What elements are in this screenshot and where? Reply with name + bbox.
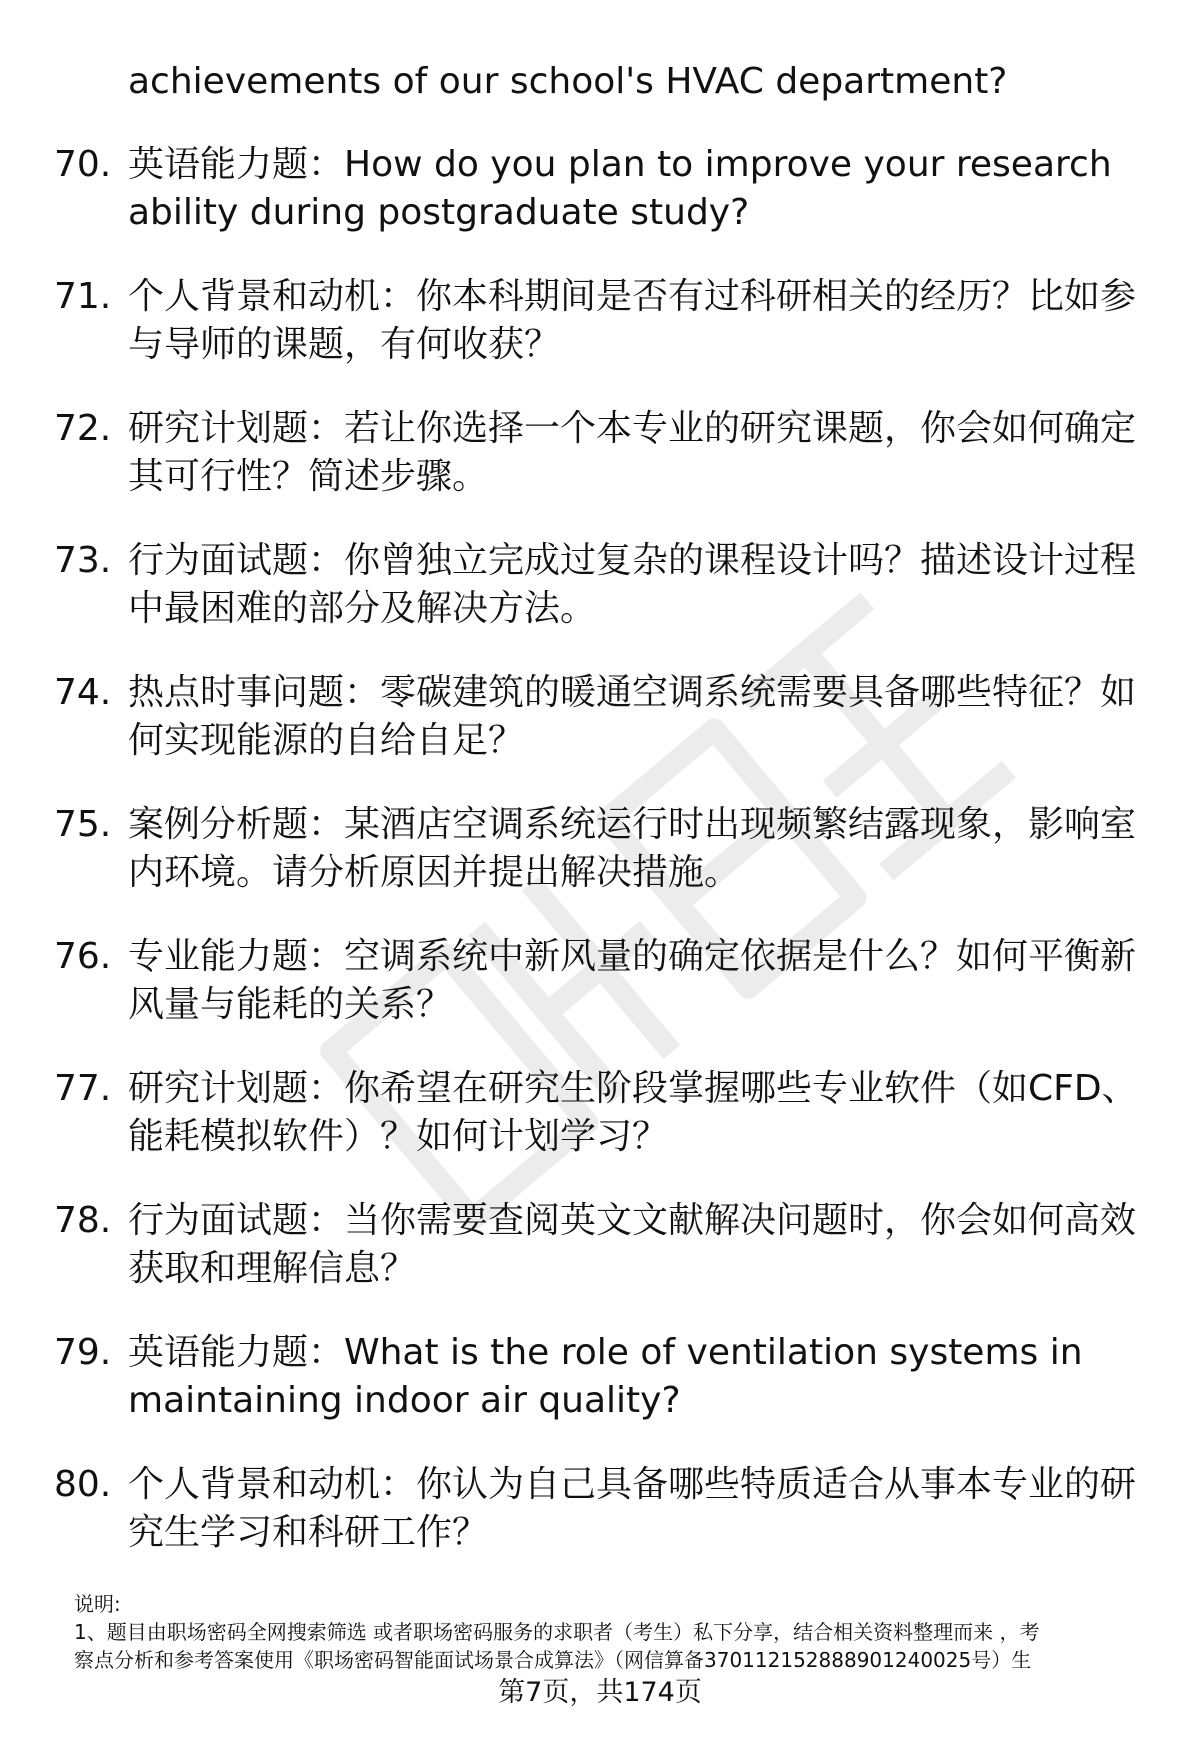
question-number: 76. (54, 936, 112, 977)
question-text: 英语能力题：What is the role of ventilation systems in maintaining indoor air quality? (128, 1332, 1083, 1421)
question-text: 行为面试题：当你需要查阅英文文献解决问题时，你会如何高效 获取和理解信息？ (128, 1200, 1137, 1289)
question-text: 案例分析题：某酒店空调系统运行时出现频繁结露现象，影响室 内环境。请分析原因并提出解决措施。 (128, 804, 1137, 893)
page-number: 第7页，共174页 (498, 1677, 702, 1708)
question-list (0, 141, 1200, 1593)
question-number: 79. (54, 1332, 112, 1373)
question-number: 74. (54, 672, 112, 713)
question-item (0, 273, 1200, 405)
question-number: 70. (54, 144, 112, 185)
question-item (0, 537, 1200, 669)
question-text: 行为面试题：你曾独立完成过复杂的课程设计吗？描述设计过程 中最困难的部分及解决方法。 (128, 540, 1137, 629)
question-number: 80. (54, 1464, 112, 1505)
question-text: 专业能力题：空调系统中新风量的确定依据是什么？如何平衡新 风量与能耗的关系？ (128, 936, 1137, 1025)
question-number: 73. (54, 540, 112, 581)
question-number: 75. (54, 804, 112, 845)
question-text: 研究计划题：你希望在研究生阶段掌握哪些专业软件（如CFD、 能耗模拟软件）？如何计划学习？ (128, 1068, 1138, 1157)
question-item (0, 405, 1200, 537)
question-text: 热点时事问题：零碳建筑的暖通空调系统需要具备哪些特征？如 何实现能源的自给自足？ (128, 672, 1137, 761)
question-item (0, 1329, 1200, 1461)
notes-heading: 说明: (74, 1592, 121, 1616)
question-item (0, 1065, 1200, 1197)
question-item (0, 669, 1200, 801)
notes-section (74, 1590, 1164, 1674)
question-number: 71. (54, 276, 112, 317)
question-item (0, 1197, 1200, 1329)
question-item (0, 141, 1200, 273)
question-text: 研究计划题：若让你选择一个本专业的研究课题，你会如何确定 其可行性？简述步骤。 (128, 408, 1137, 497)
question-number: 78. (54, 1200, 112, 1241)
question-text: 个人背景和动机：你认为自己具备哪些特质适合从事本专业的研 究生学习和科研工作？ (128, 1464, 1137, 1553)
notes-line: 察点分析和参考答案使用《职场密码智能面试场景合成算法》（网信算备37011215288890124​0025号）生 (74, 1648, 1032, 1672)
notes-line: 1、题目由职场密码全网搜索筛选 或者职场密码服务的求职者（考生）私下分享，结合相关资料整理而来 ，考 (74, 1620, 1040, 1644)
question-text: 个人背景和动机：你本科期间是否有过科研相关的经历？比如参 与导师的课题，有何收获？ (128, 276, 1137, 365)
question-item (0, 801, 1200, 933)
question-item (0, 933, 1200, 1065)
continued-question-text: achievements of our school's HVAC department? (128, 61, 1008, 102)
question-text: 英语能力题：How do you plan to improve your research ability during postgraduate study? (128, 144, 1112, 233)
question-number: 72. (54, 408, 112, 449)
question-number: 77. (54, 1068, 112, 1109)
question-item (0, 1461, 1200, 1593)
